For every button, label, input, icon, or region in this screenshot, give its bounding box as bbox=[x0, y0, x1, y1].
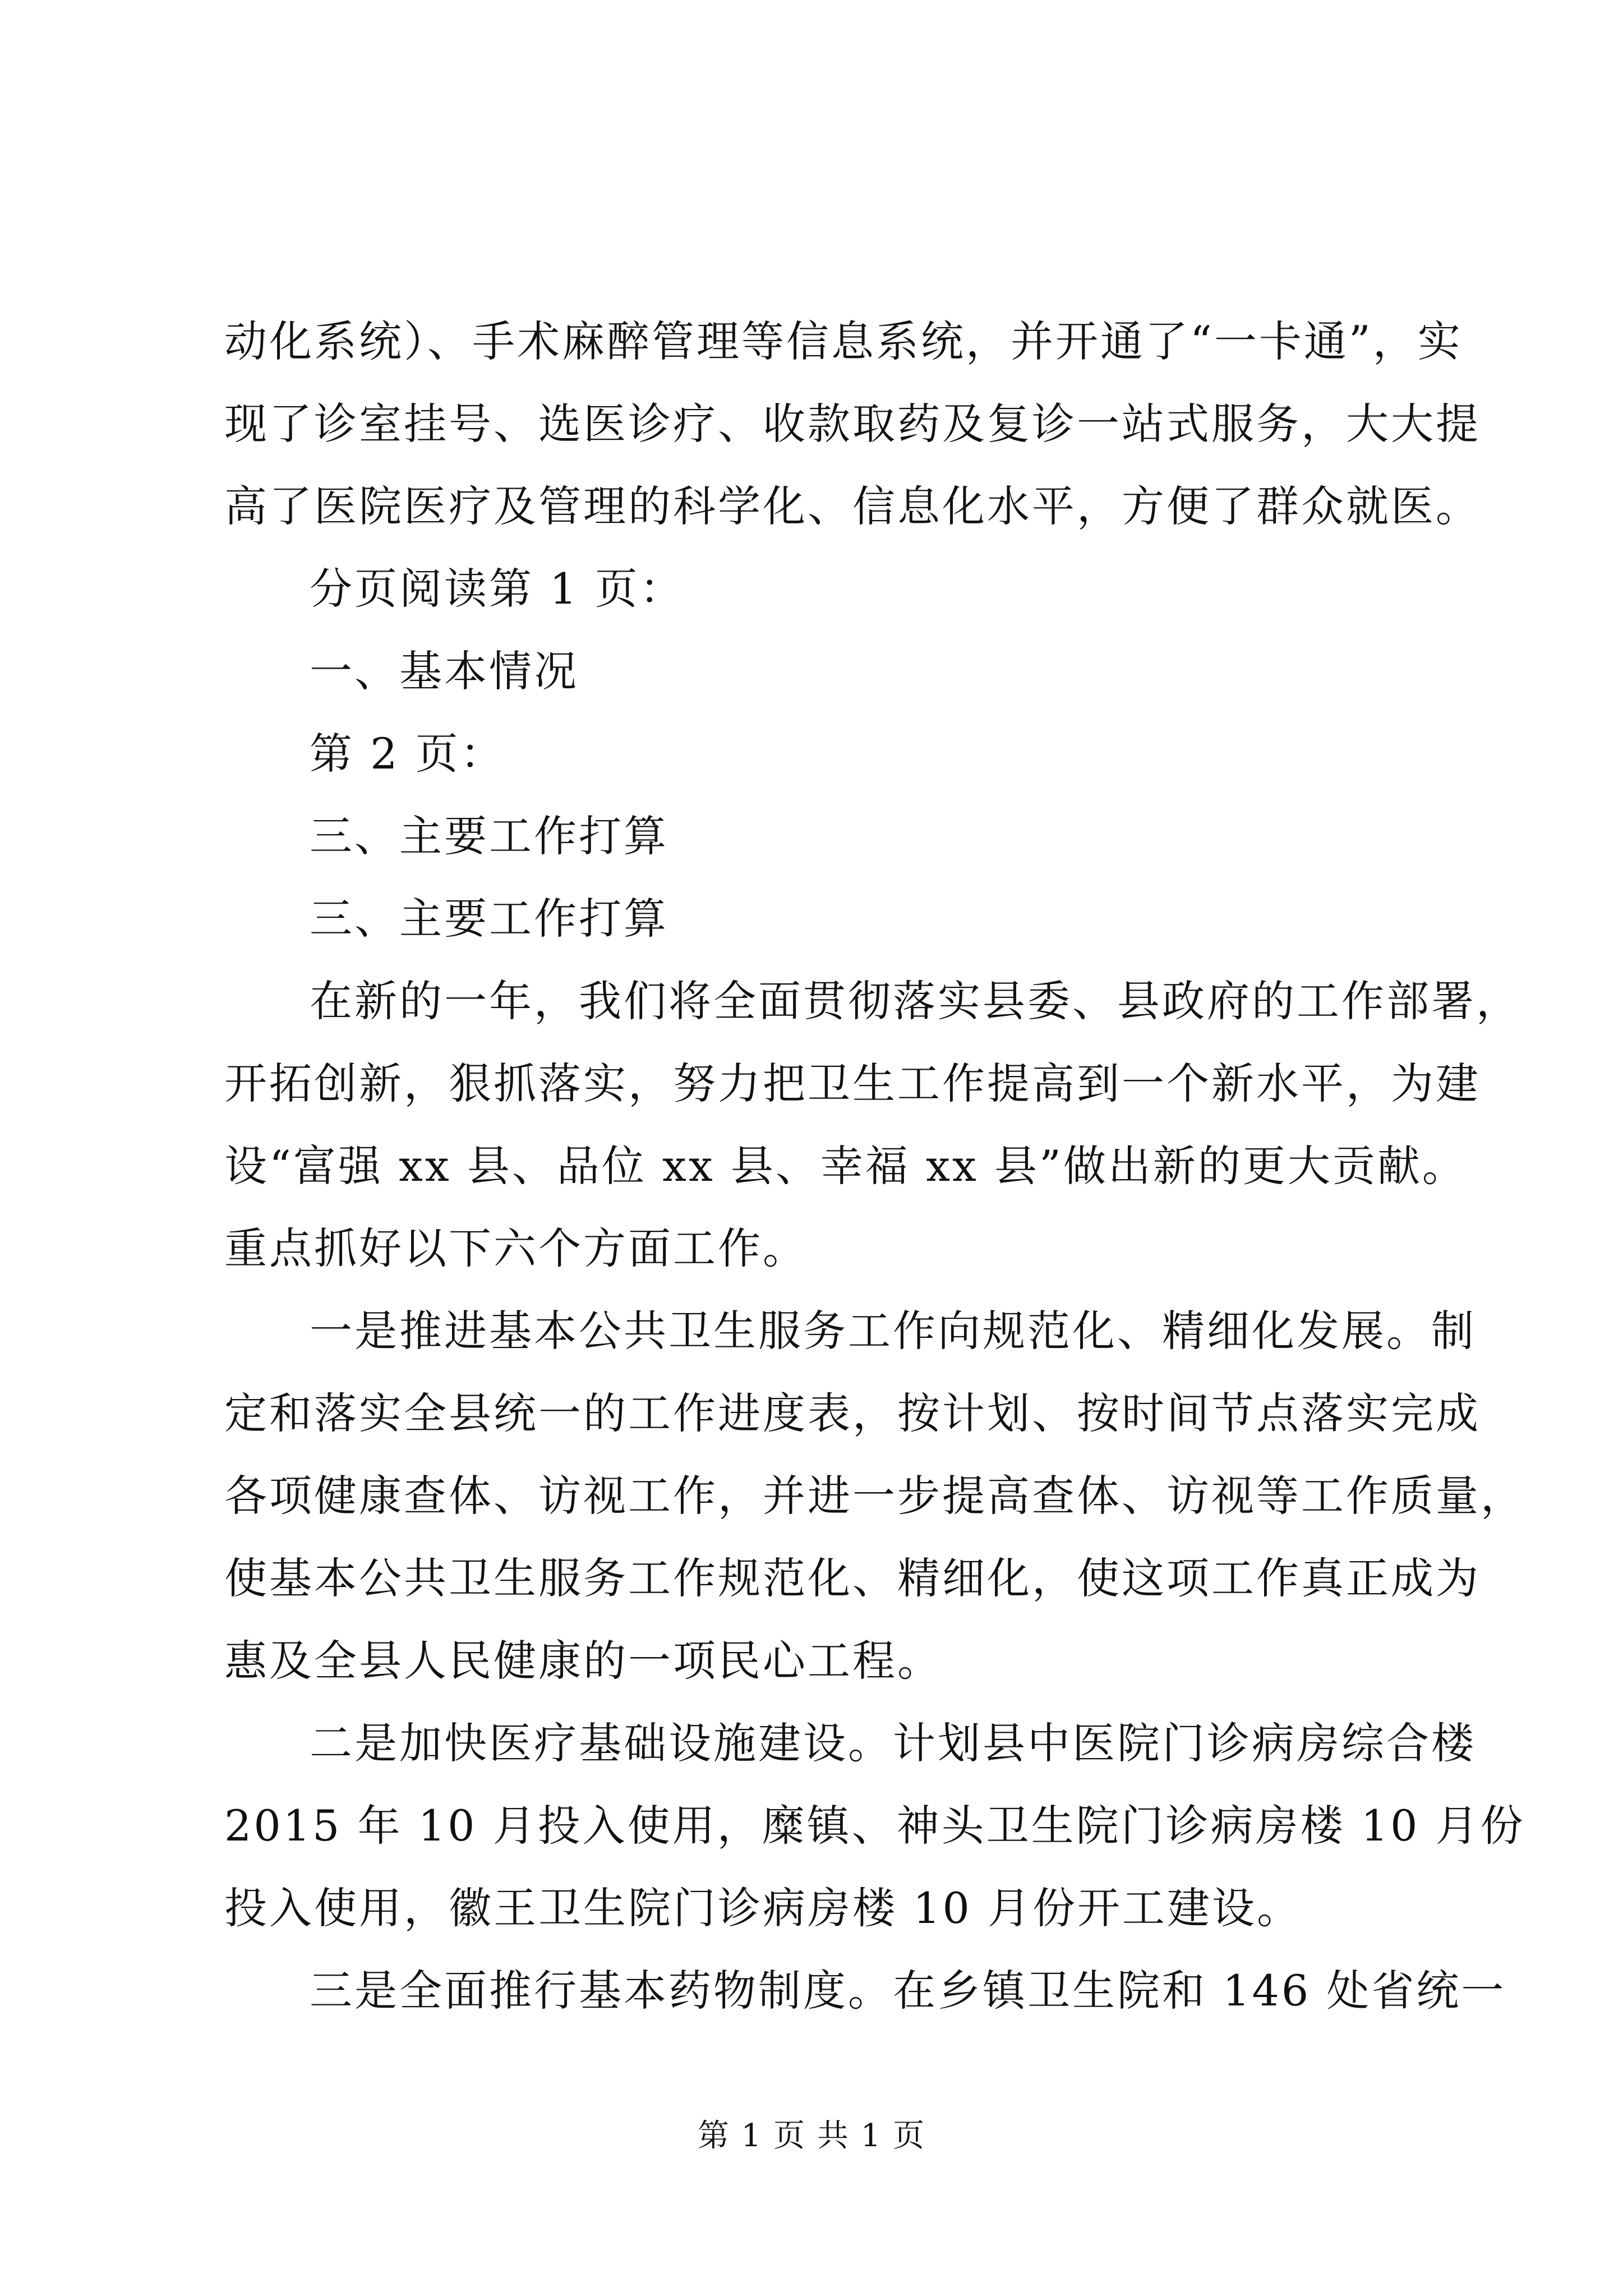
section-pagination-label: 分页阅读第 1 页： bbox=[310, 564, 685, 614]
page-footer: 第 1 页 共 1 页 bbox=[697, 2118, 926, 2154]
text-line: 动化系统）、手术麻醉管理等信息系统，并开通了“一卡通”，实 bbox=[224, 316, 1463, 366]
paragraph-start-line: 在新的一年，我们将全面贯彻落实县委、县政府的工作部署， bbox=[310, 976, 1521, 1026]
text-line: 定和落实全县统一的工作进度表，按计划、按时间节点落实完成 bbox=[224, 1388, 1481, 1438]
section-heading: 三、主要工作打算 bbox=[310, 894, 668, 944]
section-pagination-label: 第 2 页： bbox=[310, 729, 505, 779]
paragraph-start-line: 一是推进基本公共卫生服务工作向规范化、精细化发展。制 bbox=[310, 1306, 1476, 1356]
text-line: 重点抓好以下六个方面工作。 bbox=[224, 1223, 808, 1273]
text-line: 现了诊室挂号、选医诊疗、收款取药及复诊一站式服务，大大提 bbox=[224, 399, 1481, 449]
text-line: 设“富强 xx 县、品位 xx 县、幸福 xx 县”做出新的更大贡献。 bbox=[224, 1141, 1467, 1191]
text-line: 2015 年 10 月投入使用，糜镇、神头卫生院门诊病房楼 10 月份 bbox=[224, 1801, 1525, 1851]
paragraph-start-line: 三是全面推行基本药物制度。在乡镇卫生院和 146 处省统一 bbox=[310, 1966, 1506, 2016]
text-line: 各项健康查体、访视工作，并进一步提高查体、访视等工作质量， bbox=[224, 1471, 1525, 1521]
paragraph-start-line: 二是加快医疗基础设施建设。计划县中医院门诊病房综合楼 bbox=[310, 1718, 1476, 1768]
document-body bbox=[224, 300, 1525, 2032]
section-heading: 一、基本情况 bbox=[310, 646, 579, 696]
section-heading: 三、主要工作打算 bbox=[310, 811, 668, 861]
text-line: 投入使用，徽王卫生院门诊病房楼 10 月份开工建设。 bbox=[224, 1883, 1302, 1933]
text-line: 开拓创新，狠抓落实，努力把卫生工作提高到一个新水平，为建 bbox=[224, 1059, 1481, 1108]
text-line: 使基本公共卫生服务工作规范化、精细化，使这项工作真正成为 bbox=[224, 1553, 1481, 1603]
text-line: 高了医院医疗及管理的科学化、信息化水平，方便了群众就医。 bbox=[224, 481, 1481, 531]
text-line: 惠及全县人民健康的一项民心工程。 bbox=[224, 1636, 942, 1686]
